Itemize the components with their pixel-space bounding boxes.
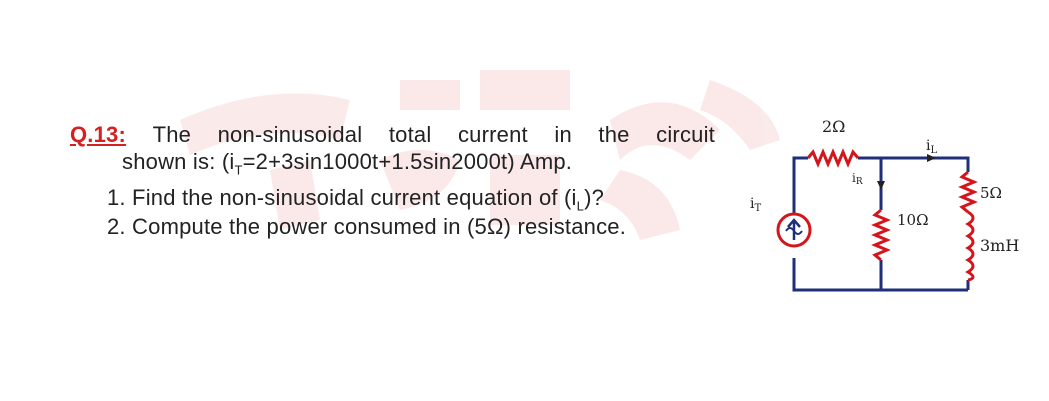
- label-it: [750, 196, 761, 214]
- word: in: [554, 122, 572, 147]
- line2-subscript: T: [234, 162, 243, 178]
- item1-subscript: L: [576, 198, 585, 214]
- circuit-diagram: [750, 100, 1030, 300]
- question-number: Q.13:: [70, 122, 127, 147]
- resistor-5ohm: [962, 172, 974, 212]
- word: non-sinusoidal: [217, 122, 363, 147]
- label-r-right: 5Ω: [980, 184, 1002, 202]
- label-it-main: i: [750, 196, 755, 212]
- resistor-2ohm: [808, 152, 858, 164]
- question-line-1: [70, 122, 715, 148]
- word: The: [152, 122, 192, 147]
- word: current: [457, 122, 528, 147]
- inductor-3mh: [968, 212, 973, 280]
- label-il: [926, 138, 937, 156]
- label-ir-sub: R: [855, 177, 863, 187]
- word: circuit: [656, 122, 715, 147]
- label-il-sub: L: [930, 145, 938, 156]
- label-inductor: 3mH: [980, 236, 1020, 255]
- resistor-10ohm: [875, 210, 887, 260]
- question-item-2: 2. Compute the power consumed in (5Ω) resistance.: [107, 214, 627, 239]
- question-line-2: [122, 149, 572, 183]
- wire-top-right: [881, 158, 968, 172]
- item1-prefix: 1. Find the non-sinusoidal current equation of (i: [107, 185, 577, 210]
- label-il-main: i: [926, 138, 931, 154]
- word: the: [598, 122, 630, 147]
- item1-suffix: )?: [584, 185, 605, 210]
- line2-suffix: =2+3sin1000t+1.5sin2000t) Amp.: [242, 149, 573, 174]
- word: total: [388, 122, 432, 147]
- label-ir-main: i: [852, 171, 856, 185]
- arrow-ir-icon: [877, 181, 885, 190]
- label-r-mid: 10Ω: [897, 211, 929, 229]
- current-source-icon: [778, 214, 810, 246]
- label-it-sub: T: [754, 203, 762, 214]
- line2-prefix: shown is: (i: [122, 149, 235, 174]
- label-ir: [852, 171, 863, 187]
- label-r-series: 2Ω: [822, 117, 846, 136]
